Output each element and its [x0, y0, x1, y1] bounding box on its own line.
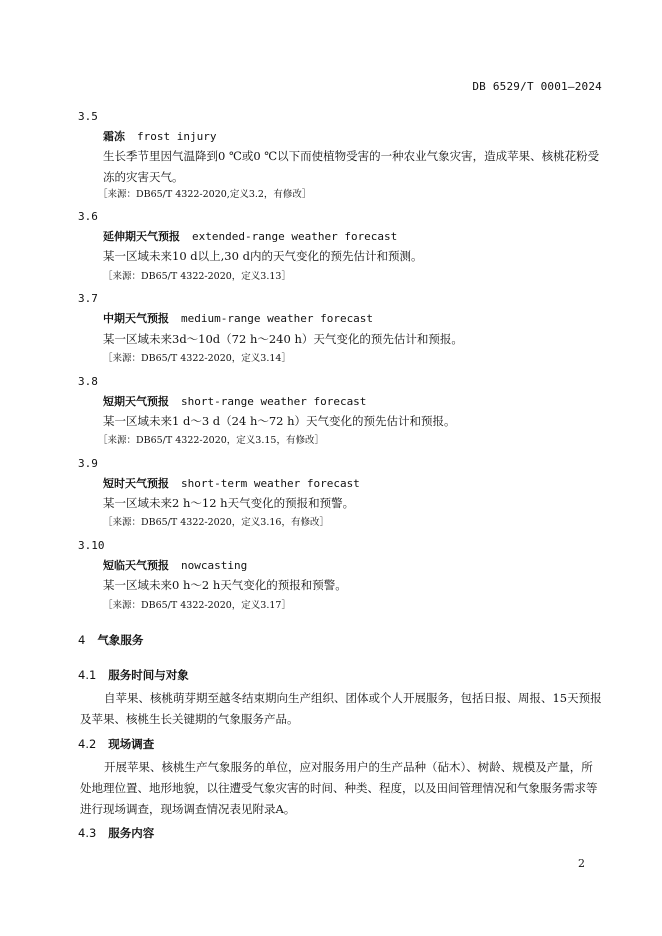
term-number: 3.10: [78, 539, 105, 552]
term-definition: 某一区域未来1 d～3 d（24 h～72 h）天气变化的预先估计和预报。: [103, 414, 456, 428]
body-paragraph: 开展苹果、核桃生产气象服务的单位，应对服务用户的生产品种（砧木）、树龄、规模及产量，所处地理位置、地形地貌，以往遭受气象灾害的时间、种类、程度，以及田间管理情况和气象服务需求等进行现场调查，现场调查情况表见附录A。: [80, 760, 598, 816]
doc-id-header: DB 6529/T 0001—2024: [472, 80, 602, 93]
subsection-title: 现场调查: [108, 737, 155, 751]
term-source: ［来源：DB65/T 4322-2020，定义3.17］: [103, 600, 291, 611]
term-cn: 中期天气预报: [103, 312, 169, 325]
term-en: medium-range weather forecast: [181, 312, 374, 325]
term-definition: 某一区域未来10 d以上,30 d内的天气变化的预先估计和预测。: [103, 249, 423, 263]
term-heading: [103, 310, 373, 326]
subsection-heading: [78, 667, 189, 683]
term-en: short-range weather forecast: [181, 395, 367, 408]
section-title: 气象服务: [97, 633, 144, 647]
term-en: extended-range weather forecast: [192, 230, 398, 243]
subsection-title: 服务内容: [108, 826, 155, 840]
term-cn: 延伸期天气预报: [103, 230, 180, 243]
term-cn: 短临天气预报: [103, 559, 169, 572]
term-heading: [103, 557, 247, 573]
subsection-number: 4.1: [78, 668, 97, 682]
term-en: frost injury: [137, 130, 217, 143]
term-en: short-term weather forecast: [181, 477, 360, 490]
term-number: 3.6: [78, 210, 98, 223]
term-definition: 某一区域未来2 h～12 h天气变化的预报和预警。: [103, 496, 355, 510]
term-en: nowcasting: [181, 559, 248, 572]
term-cn: 短时天气预报: [103, 477, 169, 490]
term-number: 3.8: [78, 375, 98, 388]
body-paragraph: 自苹果、核桃萌芽期至越冬结束期向生产组织、团体或个人开展服务，包括日报、周报、15天预报及苹果、核桃生长关键期的气象服务产品。: [80, 691, 602, 726]
term-heading: [103, 393, 366, 409]
page-number: 2: [578, 857, 585, 870]
term-definition: 某一区域未来3d～10d（72 h～240 h）天气变化的预先估计和预报。: [103, 332, 463, 346]
term-number: 3.7: [78, 292, 98, 305]
section-heading: [78, 632, 143, 648]
term-definition: 某一区域未来0 h～2 h天气变化的预报和预警。: [103, 578, 347, 592]
term-cn: 霜冻: [103, 130, 125, 143]
term-source: ［来源：DB65/T 4322-2020，定义3.14］: [103, 353, 291, 364]
subsection-number: 4.2: [78, 737, 97, 751]
term-heading: [103, 228, 397, 244]
term-source: ［来源：DB65/T 4322-2020，定义3.16，有修改］: [103, 517, 329, 528]
subsection-number: 4.3: [78, 826, 97, 840]
subsection-heading: [78, 825, 154, 841]
term-heading: [103, 128, 216, 144]
term-number: 3.5: [78, 110, 98, 123]
term-heading: [103, 475, 360, 491]
term-source: ［来源：DB65/T 4322-2020，定义3.15，有修改］: [98, 435, 324, 446]
term-source: ［来源：DB65/T 4322-2020,定义3.2，有修改］: [98, 189, 312, 200]
term-number: 3.9: [78, 457, 98, 470]
subsection-title: 服务时间与对象: [108, 668, 189, 682]
term-cn: 短期天气预报: [103, 395, 169, 408]
subsection-heading: [78, 736, 154, 752]
term-definition: 生长季节里因气温降到0 ℃或0 ℃以下而使植物受害的一种农业气象灾害，造成苹果、核桃花粉受冻的灾害天气。: [103, 149, 600, 184]
section-number: 4: [78, 633, 86, 647]
term-source: ［来源：DB65/T 4322-2020，定义3.13］: [103, 271, 291, 282]
